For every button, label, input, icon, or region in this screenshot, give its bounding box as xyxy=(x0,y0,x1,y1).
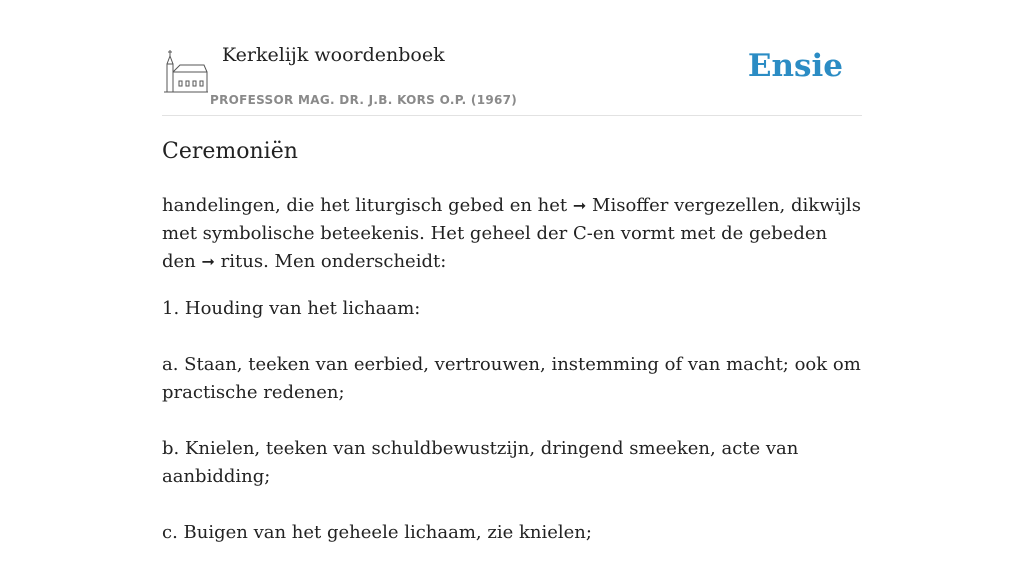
entry-title: Ceremoniën xyxy=(162,139,298,164)
entry-item: a. Staan, teeken van eerbied, vertrouwen, instemming of van macht; ook om practische redenen; xyxy=(162,354,861,403)
arrow-icon: ➞ xyxy=(201,252,215,271)
entry-body xyxy=(162,192,862,575)
entry-item: b. Knielen, teeken van schuldbewustzijn, dringend smeeken, acte van aanbidding; xyxy=(162,438,799,487)
xref-link-ritus[interactable]: ritus xyxy=(220,251,264,272)
arrow-icon: ➞ xyxy=(572,196,587,215)
entry-item: c. Buigen van het geheele lichaam, zie knielen; xyxy=(162,522,592,543)
header xyxy=(162,0,862,116)
intro-text-2: vergezellen, dikwijls met symbolische beteekenis. Het geheel der C-en vormt met de gebeden den xyxy=(162,195,861,272)
ensie-logo-link[interactable]: Ensie xyxy=(747,48,843,84)
church-icon xyxy=(164,48,208,96)
intro-text-1: handelingen, die het liturgisch gebed en het xyxy=(162,195,573,216)
dictionary-author: PROFESSOR MAG. DR. J.B. KORS O.P. (1967) xyxy=(210,93,518,107)
entry-item: 1. Houding van het lichaam: xyxy=(162,298,421,319)
xref-link-misoffer[interactable]: Misoffer xyxy=(592,195,669,216)
dictionary-title[interactable]: Kerkelijk woordenboek xyxy=(222,44,445,66)
page-container xyxy=(162,0,862,543)
intro-text-3: . Men onderscheidt: xyxy=(263,251,447,272)
entry-intro xyxy=(162,192,862,276)
